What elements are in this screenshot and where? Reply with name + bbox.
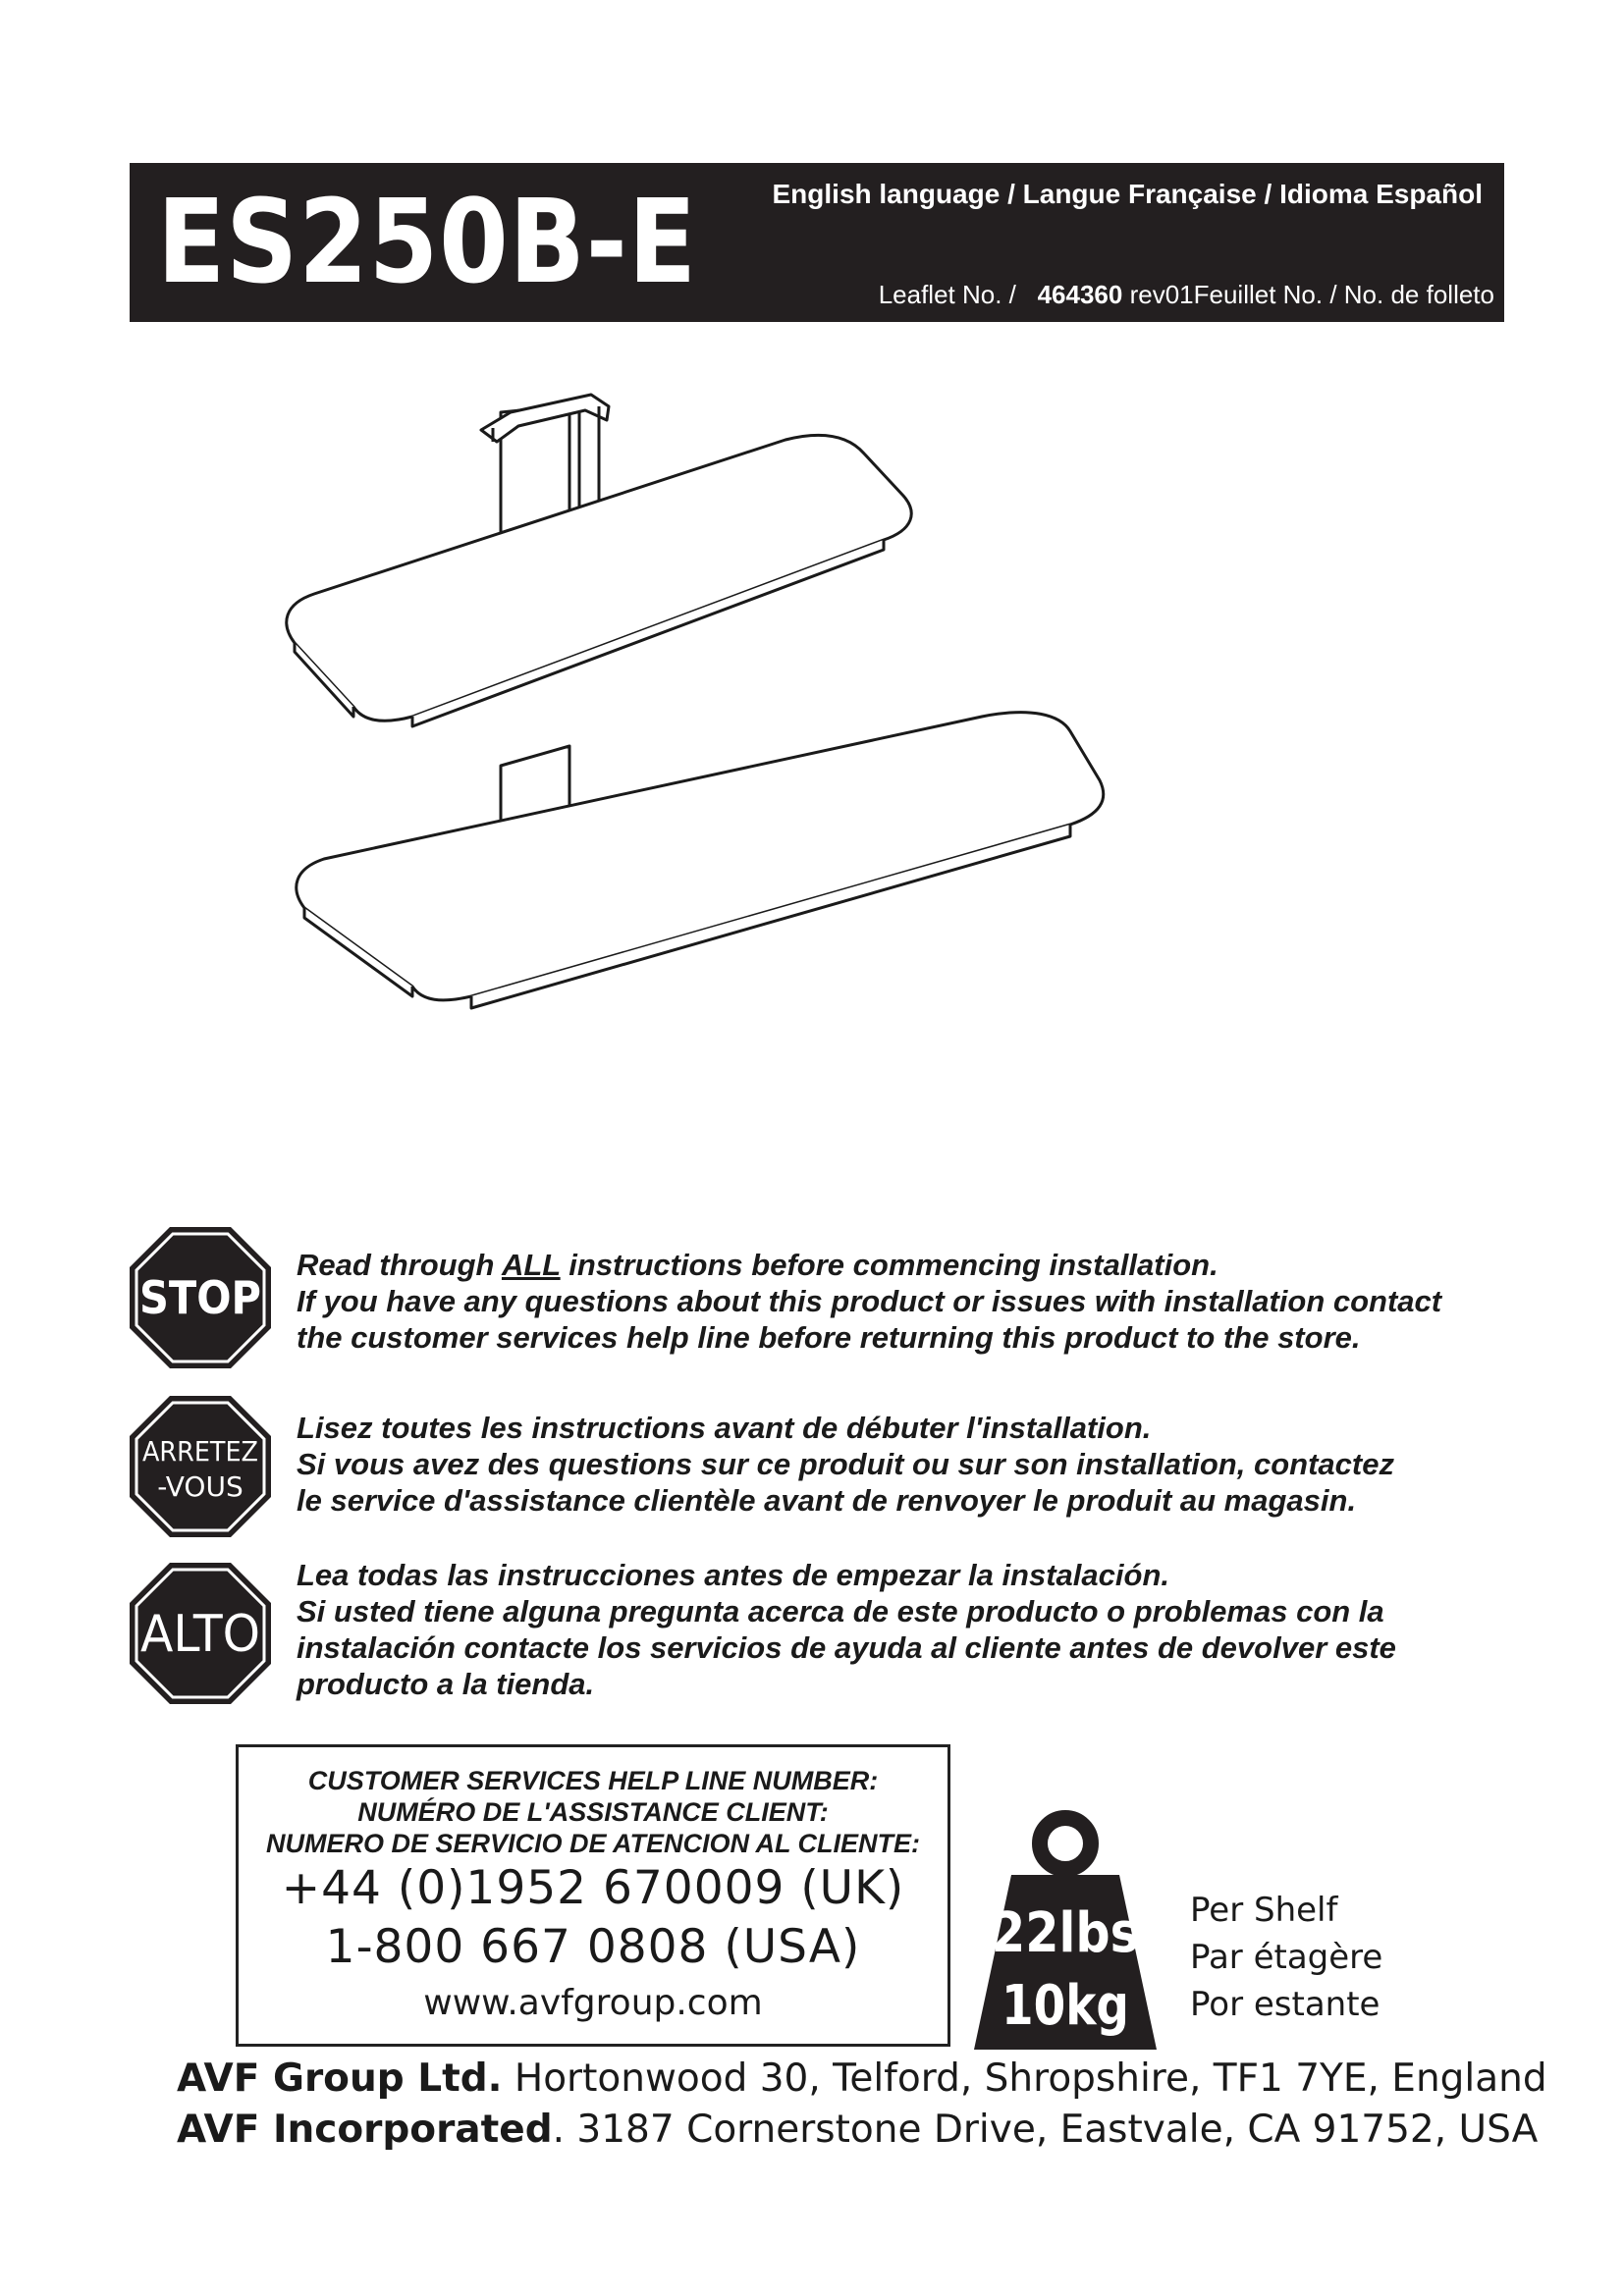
weight-icon [972, 1806, 1159, 2052]
helpline-label-fr: NUMÉRO DE L'ASSISTANCE CLIENT: [357, 1797, 829, 1827]
leaflet-prefix: Leaflet No. / [878, 280, 1016, 309]
arretez-vous-sign-icon [128, 1394, 273, 1539]
warning-en-line3: the customer services help line before returning this product to the store. [297, 1320, 1361, 1355]
alto-sign-label: ALTO [140, 1605, 260, 1664]
weight-kg: 10kg [1001, 1974, 1129, 2038]
warning-es-line3: instalación contacte los servicios de ayuda al cliente antes de devolver este [297, 1630, 1396, 1665]
model-number: ES250B-E [157, 174, 697, 309]
warning-es-line2: Si usted tiene alguna pregunta acerca de este producto o problemas con la [297, 1594, 1384, 1629]
address-uk [177, 2054, 1547, 2105]
warning-es-line4: producto a la tienda. [297, 1667, 595, 1701]
helpline-label-es: NUMERO DE SERVICIO DE ATENCION AL CLIENTE: [265, 1829, 921, 1858]
warning-french [297, 1410, 1514, 1519]
leaflet-number: 464360 [1037, 280, 1123, 309]
header-banner [130, 163, 1504, 322]
warning-fr-line2: Si vous avez des questions sur ce produit ou sur son installation, contactez [297, 1447, 1394, 1481]
weight-label-fr: Par étagère [1190, 1938, 1383, 1977]
warning-fr-line3: le service d'assistance clientèle avant de renvoyer le produit au magasin. [297, 1483, 1357, 1518]
languages-line: English language / Langue Française / Idioma Español [772, 179, 1483, 209]
arretez-sign-line1: ARRETEZ [142, 1435, 258, 1468]
warning-en-emphasis: ALL [501, 1248, 561, 1282]
helpline-website: www.avfgroup.com [423, 1983, 763, 2023]
company-uk: AVF Group Ltd. [177, 2056, 503, 2101]
weight-lbs: 22lbs [992, 1901, 1139, 1965]
shelf-illustration [275, 393, 1335, 1158]
warning-spanish [297, 1557, 1514, 1702]
address-usa [177, 2105, 1539, 2156]
weight-labels [1190, 1887, 1382, 2028]
stop-sign-icon [128, 1225, 273, 1370]
helpline-box [236, 1744, 950, 2047]
warning-es-line1: Lea todas las instrucciones antes de empezar la instalación. [297, 1558, 1169, 1592]
warning-en-line2: If you have any questions about this product or issues with installation contact [297, 1284, 1442, 1318]
arretez-sign-line2: -VOUS [157, 1470, 244, 1503]
helpline-label-en: CUSTOMER SERVICES HELP LINE NUMBER: [307, 1766, 879, 1795]
company-usa: AVF Incorporated [177, 2108, 553, 2152]
leaflet-number-line [879, 279, 1494, 310]
warning-english [297, 1247, 1514, 1356]
stop-sign-label: STOP [139, 1271, 261, 1324]
alto-sign-icon [128, 1561, 273, 1706]
warning-fr-line1: Lisez toutes les instructions avant de débuter l'installation. [297, 1411, 1152, 1445]
helpline-phone-usa: 1-800 667 0808 (USA) [325, 1920, 861, 1974]
weight-label-es: Por estante [1190, 1985, 1380, 2024]
address-usa-text: . 3187 Cornerstone Drive, Eastvale, CA 91752, USA [552, 2108, 1539, 2152]
warning-en-line1-before: Read through [297, 1248, 502, 1282]
helpline-phone-uk: +44 (0)1952 670009 (UK) [281, 1861, 905, 1915]
leaflet-suffix: rev01Feuillet No. / No. de folleto [1129, 280, 1494, 309]
address-uk-text: Hortonwood 30, Telford, Shropshire, TF1 7YE, England [502, 2056, 1547, 2101]
weight-label-en: Per Shelf [1190, 1891, 1338, 1930]
warning-en-line1-after: instructions before commencing installation. [560, 1248, 1218, 1282]
